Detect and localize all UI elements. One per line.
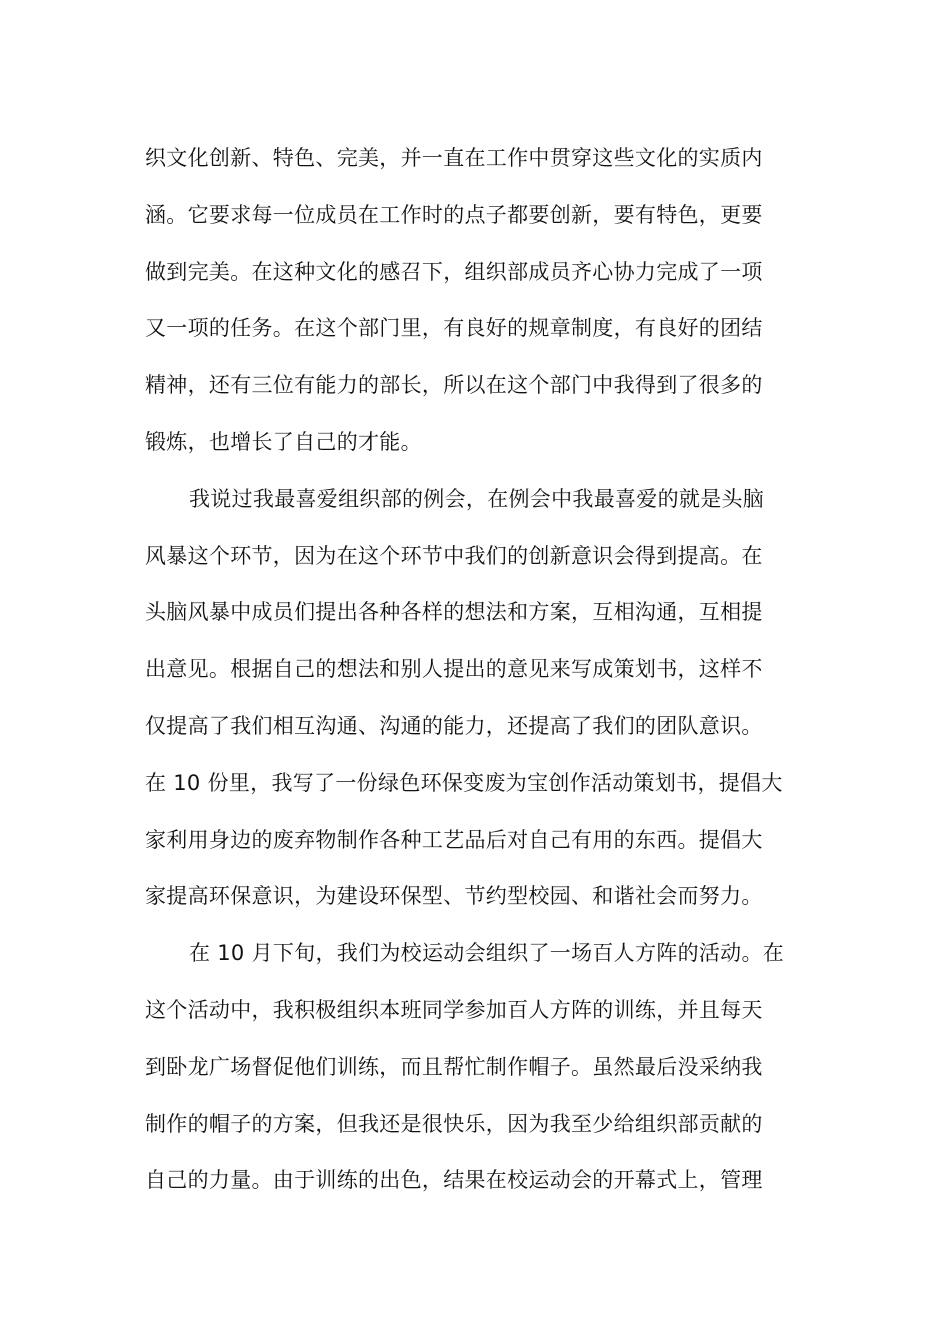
text-line: 又一项的任务。在这个部门里，有良好的规章制度，有良好的团结 xyxy=(145,316,763,341)
text-line: 出意见。根据自己的想法和别人提出的意见来写成策划书，这样不 xyxy=(145,657,763,682)
paragraph-first-line: 我说过我最喜爱组织部的例会，在例会中我最喜爱的就是头脑 xyxy=(189,486,765,511)
text-line: 家利用身边的废弃物制作各种工艺品后对自己有用的东西。提倡大 xyxy=(145,827,763,852)
text-line: 在 10 份里，我写了一份绿色环保变废为宝创作活动策划书，提倡大 xyxy=(145,770,783,795)
text-line: 制作的帽子的方案，但我还是很快乐，因为我至少给组织部贡献的 xyxy=(145,1111,763,1136)
text-line: 做到完美。在这种文化的感召下，组织部成员齐心协力完成了一项 xyxy=(145,259,763,284)
text-line: 涵。它要求每一位成员在工作时的点子都要创新，要有特色，更要 xyxy=(145,202,763,227)
text-line: 精神，还有三位有能力的部长，所以在这个部门中我得到了很多的 xyxy=(145,373,763,398)
text-line: 这个活动中，我积极组织本班同学参加百人方阵的训练，并且每天 xyxy=(145,997,763,1022)
text-line: 锻炼，也增长了自己的才能。 xyxy=(145,429,422,454)
text-line: 家提高环保意识，为建设环保型、节约型校园、和谐社会而努力。 xyxy=(145,884,763,909)
text-line: 头脑风暴中成员们提出各种各样的想法和方案，互相沟通，互相提 xyxy=(145,600,763,625)
paragraph-first-line: 在 10 月下旬，我们为校运动会组织了一场百人方阵的活动。在 xyxy=(189,941,785,966)
text-line: 到卧龙广场督促他们训练，而且帮忙制作帽子。虽然最后没采纳我 xyxy=(145,1054,763,1079)
document-body xyxy=(145,130,807,1209)
text-line: 织文化创新、特色、完美，并一直在工作中贯穿这些文化的实质内 xyxy=(145,146,763,170)
text-line: 自己的力量。由于训练的出色，结果在校运动会的开幕式上，管理 xyxy=(145,1168,763,1193)
text-line: 风暴这个环节，因为在这个环节中我们的创新意识会得到提高。在 xyxy=(145,543,763,568)
text-line: 仅提高了我们相互沟通、沟通的能力，还提高了我们的团队意识。 xyxy=(145,713,763,738)
